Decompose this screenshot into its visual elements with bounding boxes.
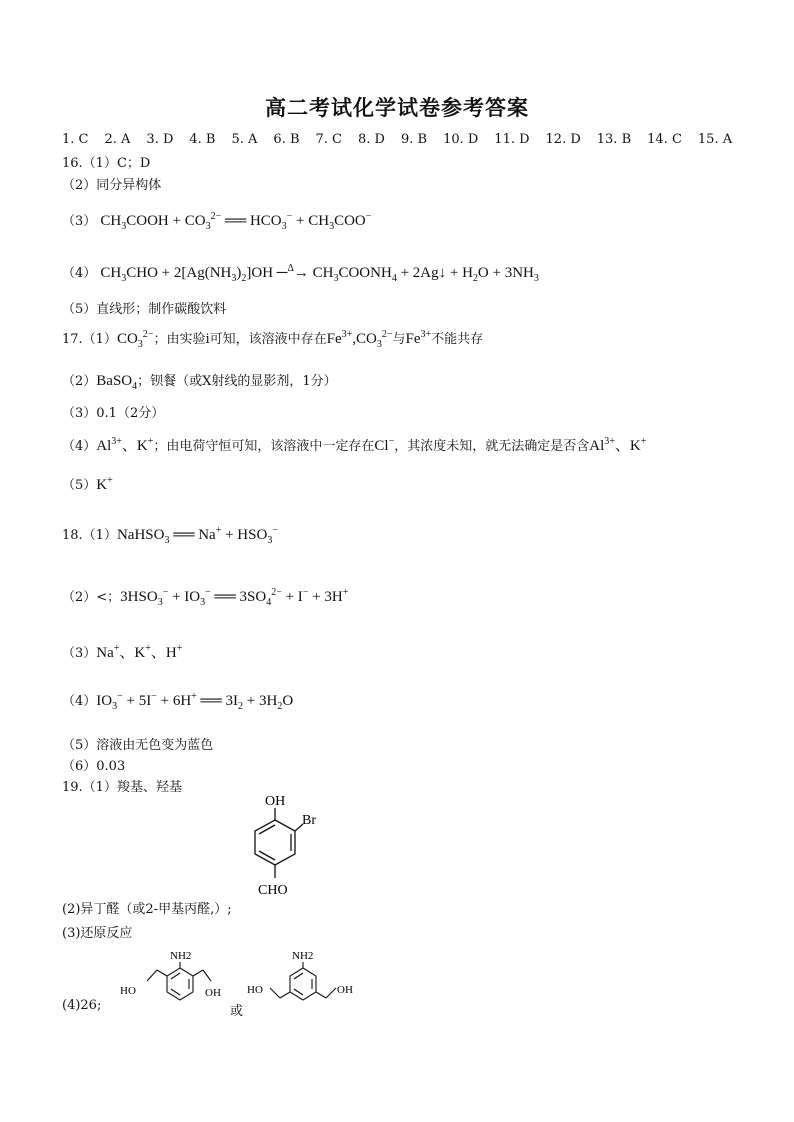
formula: $Al^{3+}$、K+ bbox=[96, 436, 154, 454]
q17-line-2 bbox=[62, 370, 337, 392]
oh-label: OH bbox=[337, 984, 353, 996]
q17-line-5 bbox=[62, 474, 113, 494]
q18-line-3 bbox=[62, 641, 182, 662]
mc-answer: 2. A bbox=[104, 132, 131, 147]
q18-line-6: （6）0.03 bbox=[62, 759, 126, 774]
q16-3-equation: $CH_3COOH + CO_3^{2-}$ ══ $HCO_3^- + CH_3COO^-$ bbox=[100, 211, 372, 232]
q16-line-5: （5）直线形；制作碳酸饮料 bbox=[62, 302, 227, 317]
mc-answer: 5. A bbox=[231, 132, 258, 147]
q17-4-text: ；由电荷守恒可知，该溶液中一定存在 bbox=[153, 439, 375, 454]
q17-1-label: 17.（1） bbox=[62, 332, 117, 347]
formula: K+ bbox=[96, 475, 113, 493]
formula: $CO_3^{2-}$ bbox=[116, 329, 154, 350]
q16-line-3 bbox=[62, 210, 371, 232]
mc-answer: 13. B bbox=[596, 132, 632, 147]
q18-line-2 bbox=[62, 586, 348, 608]
q17-4-label: （4） bbox=[62, 439, 97, 454]
formula: $Al^{3+}$、K+ bbox=[589, 436, 647, 454]
mc-answer: 8. D bbox=[358, 132, 385, 147]
q18-line-5: （5）溶液由无色变为蓝色 bbox=[62, 738, 214, 753]
formula: $Fe^{3+},CO_3^{2-}$ bbox=[326, 329, 393, 350]
formula: Na+、K+、H+ bbox=[96, 643, 183, 661]
equation: $IO_3^- + 5I^- + 6H^+$ ══ $3I_2 + 3H_2O$ bbox=[96, 691, 294, 712]
mc-answer: 12. D bbox=[545, 132, 581, 147]
q17-1-text-2: 与 bbox=[392, 332, 406, 347]
mc-answer: 9. B bbox=[400, 132, 428, 147]
q18-line-4 bbox=[62, 690, 293, 712]
formula: Cl− bbox=[374, 436, 395, 454]
q17-line-3: （3）0.1（2分） bbox=[62, 406, 165, 421]
q16-line-4 bbox=[62, 262, 539, 284]
q19-line-4: (4)26; bbox=[62, 998, 102, 1013]
q16-line-2: （2）同分异构体 bbox=[62, 178, 162, 193]
mc-answer: 3. D bbox=[146, 132, 174, 147]
cho-label: CHO bbox=[258, 883, 288, 898]
q17-4-text-2: ，其浓度未知，就无法确定是否含 bbox=[394, 439, 590, 454]
q16-4-equation: $CH_3CHO + 2[Ag(NH_3)_2]OH$ ─$^\Delta$→ $CH_3COONH_4$ + 2Ag↓ + $H_2O + 3NH_3$ bbox=[100, 263, 539, 284]
equation: $3HSO_3^- + IO_3^-$ ══ $3SO_4^{2-} + I^- + 3H^+$ bbox=[120, 587, 349, 608]
q17-2-label: （2） bbox=[62, 374, 97, 389]
mc-answer: 11. D bbox=[494, 132, 530, 147]
nh2-label: NH2 bbox=[292, 950, 314, 962]
q18-3-label: （3） bbox=[62, 646, 97, 661]
q18-1-label: 18.（1） bbox=[62, 528, 117, 543]
mc-answer: 14. C bbox=[647, 132, 682, 147]
q17-1-text-3: 不能共存 bbox=[431, 332, 484, 347]
page-title: 高二考试化学试卷参考答案 bbox=[265, 95, 529, 120]
equation: NaHSO$_3$ ══ $Na^+ + HSO_3^-$ bbox=[116, 525, 278, 546]
q18-line-1 bbox=[62, 524, 278, 546]
mc-answer: 15. A bbox=[697, 132, 733, 147]
q19-line-2: (2)异丁醛（或2-甲基丙醛,）; bbox=[62, 902, 232, 917]
q17-line-4 bbox=[62, 434, 646, 455]
ho-label: HO bbox=[120, 985, 136, 997]
oh-label: OH bbox=[205, 987, 221, 999]
mc-answer: 6. B bbox=[273, 132, 300, 147]
q18-4-label: （4） bbox=[62, 694, 97, 709]
q17-5-label: （5） bbox=[62, 478, 97, 493]
or-text: 或 bbox=[230, 1004, 244, 1019]
nh2-label: NH2 bbox=[170, 950, 192, 962]
q19-line-3: (3)还原反应 bbox=[62, 926, 133, 941]
mc-answer: 10. D bbox=[443, 132, 479, 147]
mc-answers-row bbox=[62, 132, 748, 147]
formula: $Fe^{3+}$ bbox=[405, 329, 432, 347]
q16-4-label: （4） bbox=[62, 266, 97, 281]
q16-line-1: 16.（1）C；D bbox=[62, 156, 151, 171]
structure-ortho-aminodimethanol bbox=[115, 948, 235, 1018]
q17-2-text: ；钡餐（或X射线的显影剂，1分） bbox=[137, 374, 337, 389]
formula: BaSO$_4$ bbox=[96, 373, 138, 392]
mc-answer: 7. C bbox=[315, 132, 342, 147]
q17-1-text: ；由实验ⅰ可知，该溶液中存在 bbox=[153, 332, 327, 347]
structure-bromohydroxybenzaldehyde bbox=[240, 790, 330, 910]
q17-line-1 bbox=[62, 328, 483, 350]
q19-line-1: 19.（1）羧基、羟基 bbox=[62, 780, 182, 795]
ho-label: HO bbox=[247, 984, 263, 996]
structure-meta-aminodimethanol bbox=[245, 948, 360, 1018]
mc-answer: 1. C bbox=[62, 132, 89, 147]
q18-2-label: （2）<； bbox=[62, 590, 121, 605]
mc-answer: 4. B bbox=[189, 132, 216, 147]
br-label: Br bbox=[302, 813, 316, 828]
q16-3-label: （3） bbox=[62, 214, 97, 229]
oh-label: OH bbox=[265, 794, 286, 809]
